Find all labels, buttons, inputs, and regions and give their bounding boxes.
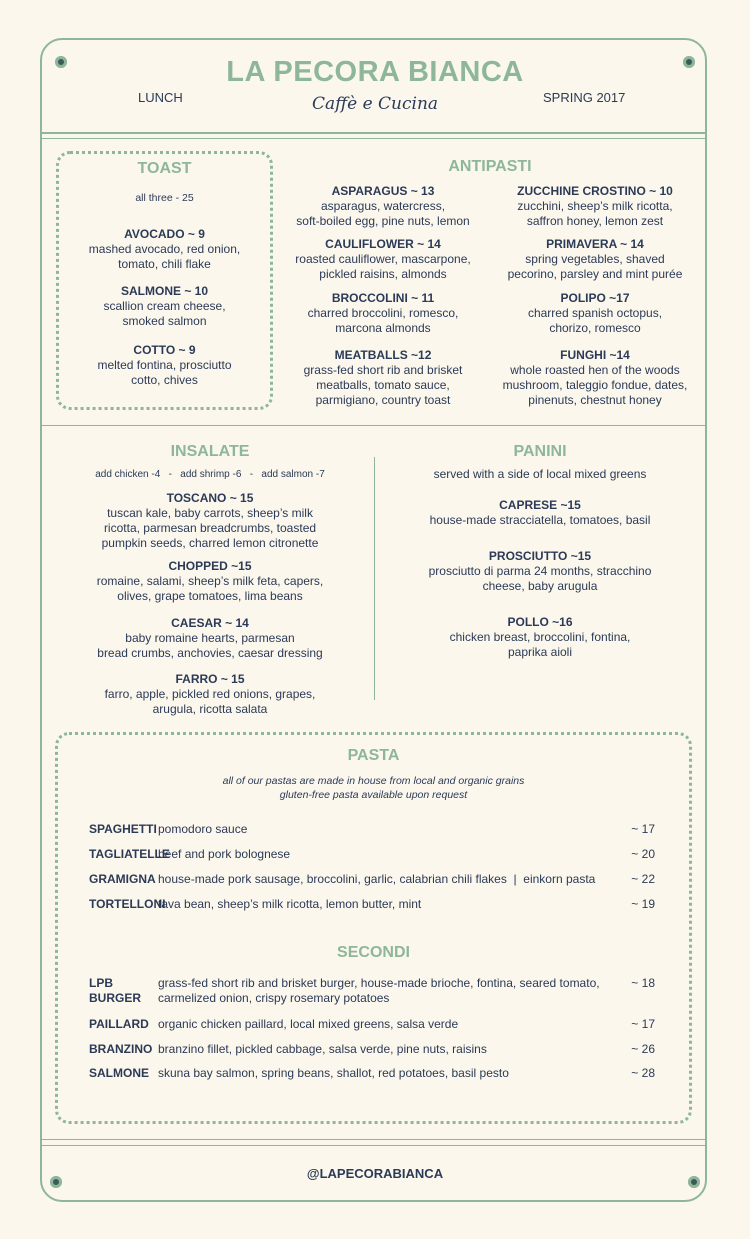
antipasti-item: FUNGHI ~14 whole roasted hen of the woods mushroom, taleggio fondue, dates, pinenuts, chestnut honey <box>502 348 688 407</box>
toast-item: SALMONE ~ 10 scallion cream cheese, smoked salmon <box>103 284 226 328</box>
panini-title: PANINI <box>513 443 567 460</box>
insalate-item: FARRO ~ 15 farro, apple, pickled red onions, grapes, arugula, ricotta salata <box>104 672 316 716</box>
divider <box>40 1139 707 1140</box>
panini-item: POLLO ~16 chicken breast, broccolini, fontina, paprika aioli <box>449 615 631 659</box>
toast-item: COTTO ~ 9 melted fontina, prosciutto cotto, chives <box>97 343 232 387</box>
panini-item: PROSCIUTTO ~15 prosciutto di parma 24 months, stracchino cheese, baby arugula <box>428 549 652 593</box>
antipasti-item: PRIMAVERA ~ 14 spring vegetables, shaved pecorino, parsley and mint purée <box>507 237 683 281</box>
insalate-item: TOSCANO ~ 15 tuscan kale, baby carrots, sheep’s milk ricotta, parmesan breadcrumbs, toasted pumpkin seeds, charred lemon citronette <box>101 491 319 550</box>
instagram-handle: @LAPECORABIANCA <box>306 1166 444 1181</box>
insalate-note: add chicken -4 - add shrimp -6 - add salmon -7 <box>95 469 325 480</box>
brand-title: LA PECORA BIANCA <box>226 56 524 88</box>
antipasti-item: ASPARAGUS ~ 13 asparagus, watercress, soft-boiled egg, pine nuts, lemon <box>296 184 470 228</box>
antipasti-item: CAULIFLOWER ~ 14 roasted cauliflower, mascarpone, pickled raisins, almonds <box>295 237 471 281</box>
brand-tagline: Caffè e Cucina <box>311 94 439 114</box>
secondi-title: SECONDI <box>337 944 410 961</box>
season-label: SPRING 2017 <box>543 90 626 105</box>
insalate-item: CHOPPED ~15 romaine, salami, sheep’s milk feta, capers, olives, grape tomatoes, lima beans <box>96 559 324 603</box>
antipasti-item: BROCCOLINI ~ 11 charred broccolini, romesco, marcona almonds <box>307 291 459 335</box>
insalate-item: CAESAR ~ 14 baby romaine hearts, parmesan bread crumbs, anchovies, caesar dressing <box>97 616 323 660</box>
antipasti-item: POLIPO ~17 charred spanish octopus, chorizo, romesco <box>527 291 663 335</box>
divider <box>40 138 707 139</box>
toast-title: TOAST <box>137 160 192 177</box>
insalate-title: INSALATE <box>170 443 250 460</box>
toast-note: all three - 25 <box>135 192 194 204</box>
pasta-note: all of our pastas are made in house from local and organic grains <box>222 775 525 787</box>
toast-item: AVOCADO ~ 9 mashed avocado, red onion, tomato, chili flake <box>88 227 241 271</box>
antipasti-item: ZUCCHINE CROSTINO ~ 10 zucchini, sheep’s milk ricotta, saffron honey, lemon zest <box>517 184 673 228</box>
divider <box>40 132 707 134</box>
panini-item: CAPRESE ~15 house-made stracciatella, tomatoes, basil <box>429 498 651 527</box>
meal-label: LUNCH <box>138 90 183 105</box>
pasta-note: gluten-free pasta available upon request <box>279 789 468 801</box>
secondi-desc: grass-fed short rib and brisket burger, house-made brioche, fontina, seared tomato, carmelized onion, crispy rosemary potatoes <box>158 976 600 1005</box>
pasta-title: PASTA <box>347 747 400 764</box>
column-divider <box>374 457 375 700</box>
divider <box>40 425 707 426</box>
panini-note: served with a side of local mixed greens <box>433 467 647 481</box>
antipasti-title: ANTIPASTI <box>448 158 532 175</box>
divider <box>40 1145 707 1146</box>
antipasti-item: MEATBALLS ~12 grass-fed short rib and brisket meatballs, tomato sauce, parmigiano, country toast <box>303 348 463 407</box>
